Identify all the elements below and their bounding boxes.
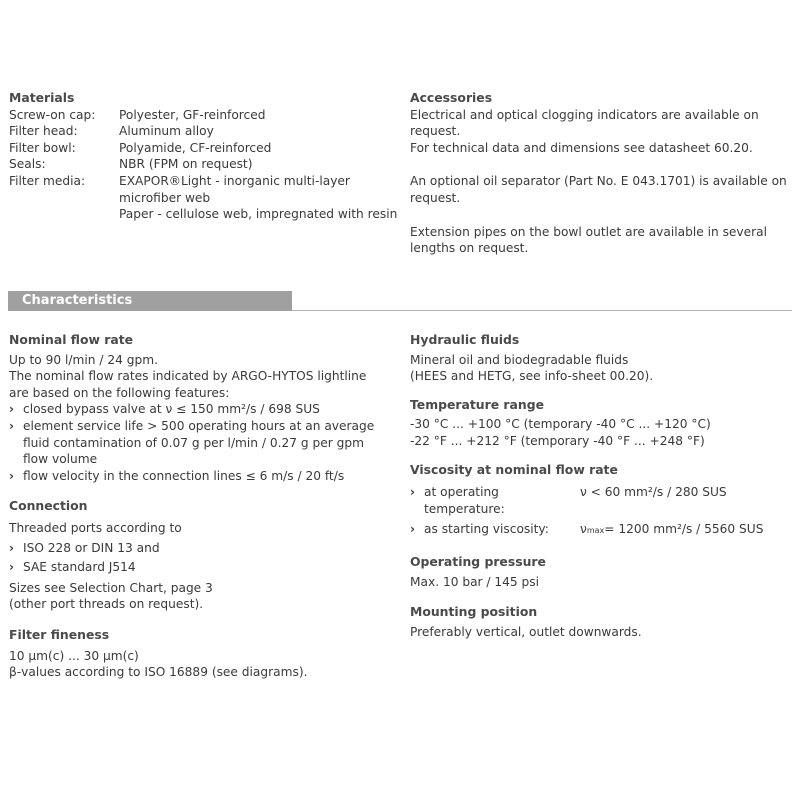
pressure-text: Max. 10 bar / 145 psi (410, 574, 540, 589)
list-item-text: fluid contamination of 0.07 g per l/min / 0.27 g per gpm (23, 435, 364, 450)
viscosity-value (580, 521, 780, 540)
accessories-text: Electrical and optical clogging indicators are available on request. (410, 107, 759, 139)
nominal-flow-text: The nominal flow rates indicated by ARGO-HYTOS lightline (9, 369, 367, 384)
fineness-heading: Filter fineness (9, 626, 110, 642)
chevron-right-icon: › (9, 402, 15, 417)
accessories-text: An optional oil separator (Part No. E 043.1701) is available on (410, 174, 787, 189)
materials-label: Filter media: (9, 173, 86, 188)
temperature-text: -22 °F ... +212 °F (temporary -40 °F ... +248 °F) (410, 433, 705, 448)
accessories-text: Extension pipes on the bowl outlet are available in several (410, 224, 768, 239)
list-item (9, 540, 394, 557)
pressure-heading: Operating pressure (410, 553, 546, 569)
viscosity-value-text: = 1200 mm²/s / 5560 SUS (604, 522, 764, 537)
materials-label (9, 190, 119, 207)
temperature-heading: Temperature range (410, 396, 545, 412)
accessories-text: For technical data and dimensions see datasheet 60.20. (410, 140, 753, 155)
list-item (9, 559, 394, 576)
connection-text: Sizes see Selection Chart, page 3 (9, 580, 213, 595)
materials-section (9, 90, 399, 223)
chevron-right-icon: › (410, 485, 416, 500)
materials-value: Paper - cellulose web, impregnated with resin (119, 207, 398, 222)
accessories-text: lengths on request. (410, 241, 529, 256)
chevron-right-icon: › (9, 418, 15, 433)
hydraulic-heading: Hydraulic fluids (410, 332, 520, 347)
fineness-text: β-values according to ISO 16889 (see diagrams). (9, 665, 308, 680)
materials-table (9, 107, 399, 223)
materials-value: Polyester, GF-reinforced (119, 107, 266, 122)
connection-text: (other port threads on request). (9, 597, 204, 612)
list-item-text: ISO 228 or DIN 13 and (23, 540, 160, 555)
fineness-text: 10 µm(c) ... 30 µm(c) (9, 648, 139, 663)
materials-label: Seals: (9, 157, 46, 172)
left-column (9, 332, 394, 681)
section-divider (292, 310, 792, 311)
list-item (410, 484, 580, 517)
viscosity-table (410, 484, 795, 540)
list-item-text: flow volume (23, 452, 98, 467)
list-item (9, 401, 394, 418)
chevron-right-icon: › (9, 560, 15, 575)
materials-label: Screw-on cap: (9, 107, 96, 122)
accessories-heading: Accessories (410, 90, 493, 105)
connection-text: Threaded ports according to (9, 520, 182, 535)
materials-label: Filter head: (9, 124, 78, 139)
materials-label: Filter bowl: (9, 140, 76, 155)
max-subscript: max (586, 526, 605, 536)
mounting-heading: Mounting position (410, 604, 538, 620)
list-item (9, 468, 394, 485)
list-item-text: SAE standard J514 (23, 560, 136, 575)
viscosity-value: ν < 60 mm²/s / 280 SUS (580, 485, 727, 500)
viscosity-label: at operating temperature: (424, 485, 505, 516)
viscosity-label: as starting viscosity: (424, 522, 549, 537)
chevron-right-icon: › (9, 468, 15, 483)
hydraulic-text: (HEES and HETG, see info-sheet 00.20). (410, 369, 654, 384)
list-item-text: element service life > 500 operating hours at an average (23, 418, 375, 433)
list-item (9, 418, 394, 435)
list-item-text: closed bypass valve at ν ≤ 150 mm²/s / 698 SUS (23, 402, 320, 417)
nominal-flow-heading: Nominal flow rate (9, 332, 134, 347)
viscosity-heading: Viscosity at nominal flow rate (410, 461, 618, 477)
nominal-flow-text: are based on the following features: (9, 385, 230, 400)
chevron-right-icon: › (9, 540, 15, 555)
temperature-text: -30 °C ... +100 °C (temporary -40 °C ... +120 °C) (410, 417, 711, 432)
materials-value: microfiber web (119, 190, 211, 205)
materials-value: EXAPOR®Light - inorganic multi-layer (119, 173, 350, 188)
right-column (410, 332, 795, 640)
characteristics-banner: Characteristics (8, 291, 292, 311)
accessories-section (410, 90, 795, 257)
materials-heading: Materials (9, 90, 75, 105)
materials-value: Aluminum alloy (119, 124, 214, 139)
list-item-text: flow velocity in the connection lines ≤ 6 m/s / 20 ft/s (23, 468, 345, 483)
chevron-right-icon: › (410, 522, 416, 537)
connection-heading: Connection (9, 498, 88, 514)
materials-label (9, 206, 119, 223)
nu-symbol: ν (580, 522, 587, 537)
hydraulic-text: Mineral oil and biodegradable fluids (410, 352, 629, 367)
accessories-text: request. (410, 190, 461, 205)
materials-value: Polyamide, CF-reinforced (119, 140, 272, 155)
materials-value: NBR (FPM on request) (119, 157, 253, 172)
mounting-text: Preferably vertical, outlet downwards. (410, 624, 642, 639)
nominal-flow-text: Up to 90 l/min / 24 gpm. (9, 352, 158, 367)
list-item (410, 521, 580, 540)
